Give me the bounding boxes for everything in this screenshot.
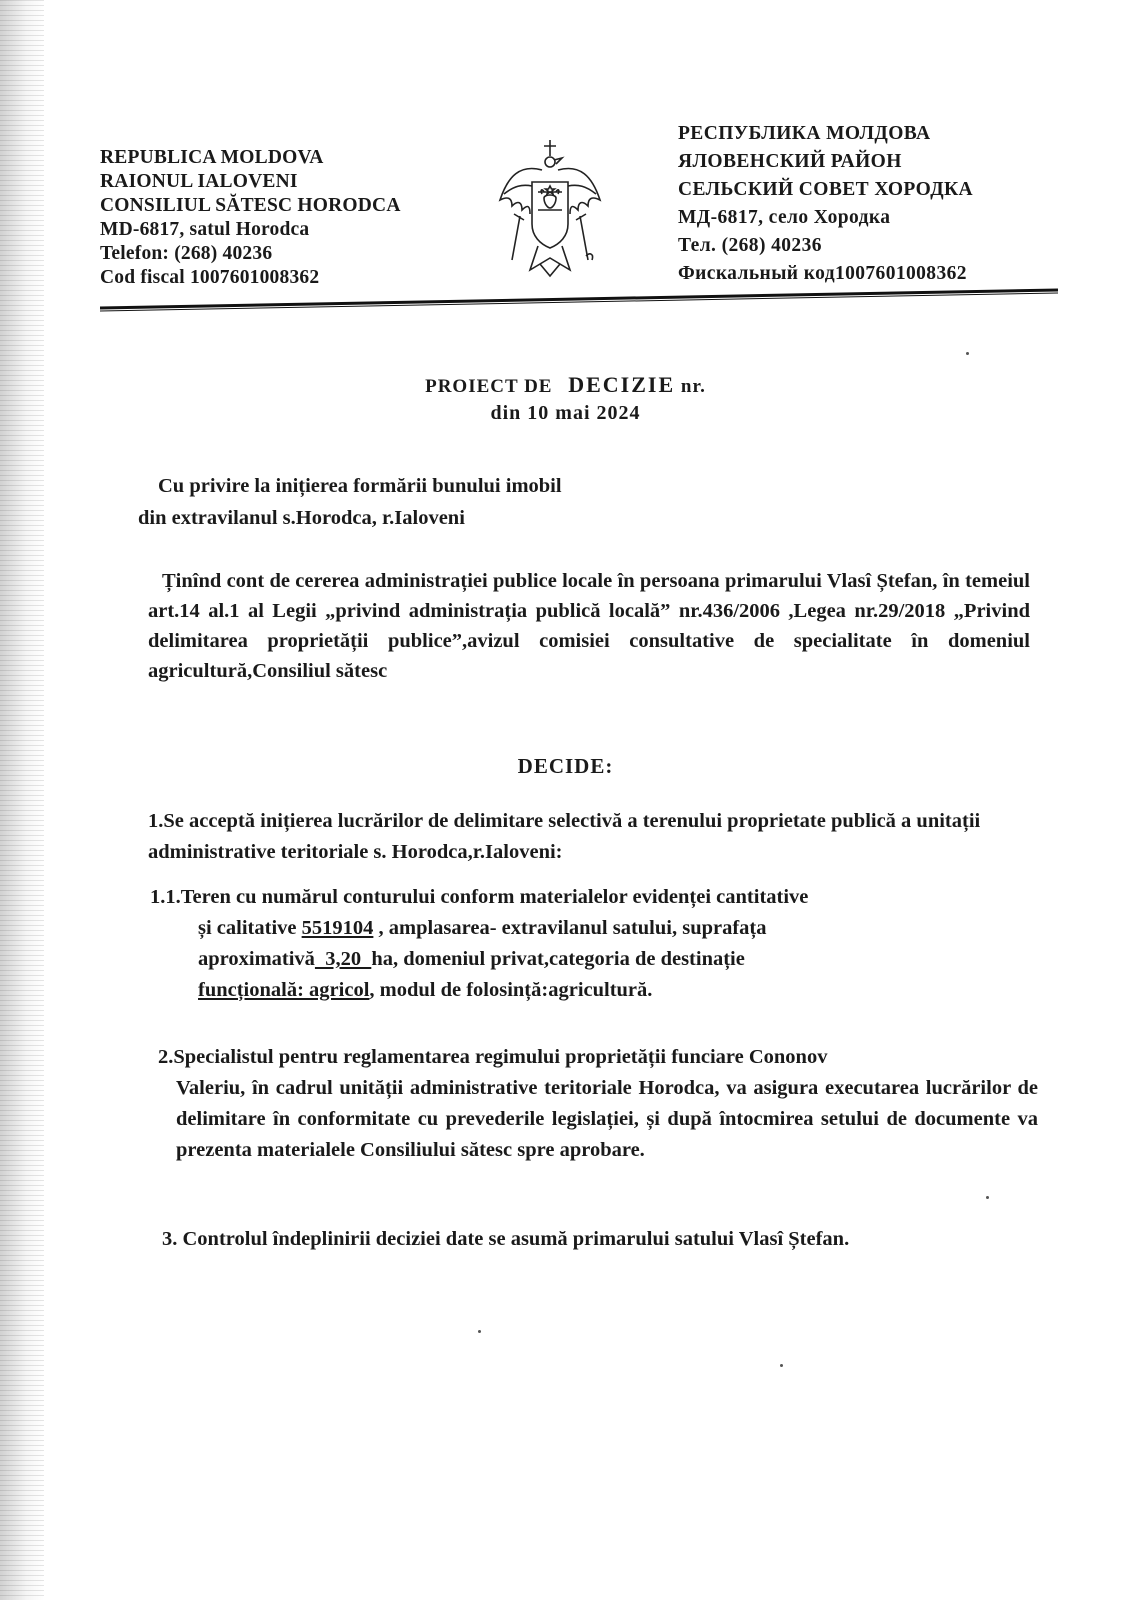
header-divider [100,288,1058,312]
point-1-1 [150,882,1030,1006]
title-decision-word: DECIZIE [568,372,676,397]
header-fiscal-code: Cod fiscal 1007601008362 [100,267,320,288]
scan-noise-strip [0,0,44,1600]
header-council-ru: СЕЛЬСКИЙ СОВЕТ ХОРОДКА [678,179,974,200]
decision-subject [138,470,778,534]
point-2 [158,1042,1038,1166]
cadastral-number: 5519104 [301,917,374,939]
point-3: 3. Controlul îndeplinirii deciziei date se asumă primarului satului Vlasî Ștefan. [162,1228,850,1250]
header-romanian [100,146,460,290]
point-1-1-body [150,913,1030,1006]
area-value: 3,20 [314,948,372,970]
subject-line-1: Cu privire la inițierea formării bunului imobil [158,475,562,497]
title-number: nr. [680,376,706,397]
header-district-ru: ЯЛОВЕНСКИЙ РАЙОН [678,151,902,172]
subject-line-2: din extravilanul s.Horodca, r.Ialoveni [138,507,465,529]
header-address-ru: МД-6817, село Хородка [678,207,891,228]
header-russian [678,120,1078,288]
header-council: CONSILIUL SĂTESC HORODCA [100,195,401,216]
header-district: RAIONUL IALOVENI [100,171,298,192]
point-1-1-text-e: ha, domeniul privat,categoria de destinație [371,948,745,970]
point-1-1-text-b: și calitative [198,917,302,939]
header-address: MD-6817, satul Horodca [100,219,310,240]
header-phone: Telefon: (268) 40236 [100,243,273,264]
point-1: 1.Se acceptă inițierea lucrărilor de delimitare selectivă a terenului proprietate publică a unitații administrative teritoriale s. Horodca,r.Ialoveni: [148,810,981,863]
coat-of-arms-icon [490,136,610,282]
point-1-1-line-1: 1.1.Teren cu numărul conturului conform materialelor evidenței cantitative [150,886,809,908]
functional-category: funcțională: agricol [198,979,370,1001]
title-date: din 10 mai 2024 [490,402,641,424]
header-fiscal-code-ru: Фискальный код1007601008362 [678,263,967,284]
header-country: REPUBLICA MOLDOVA [100,147,324,168]
point-1-1-text-g: , modul de folosință:agricultură. [369,979,653,1001]
title-prefix: PROIECT DE [425,376,553,397]
point-2-line-1: 2.Specialistul pentru reglamentarea regimului proprietății funciare Cononov [158,1046,828,1068]
point-1-1-text-d: aproximativă [198,948,315,970]
header-phone-ru: Тел. (268) 40236 [678,235,822,256]
decide-heading: DECIDE: [517,754,614,778]
document-title [0,372,1131,425]
preamble-paragraph: Ținînd cont de cererea administrației publice locale în persoana primarului Vlasî Ștefan, în temeiul art.14 al.1 al Legii „privind administrația publică locală” nr.436/2006 ,Legea nr.29/2018 „Privind delimitarea proprietății publice”,avizul comisiei consultative de specialitate în domeniul agricultură,Consiliul sătesc [148,570,1030,682]
header-country-ru: РЕСПУБЛИКА МОЛДОВА [678,123,931,144]
point-1-1-text-c: , amplasarea- extravilanul satului, suprafața [373,917,767,939]
point-2-body: Valeriu, în cadrul unității administrative teritoriale Horodca, va asigura executarea lucrărilor de delimitare în conformitate cu prevederile legislației, și după întocmirea setului de documente va prezenta materialele Consiliului sătesc spre aprobare. [176,1077,1038,1161]
